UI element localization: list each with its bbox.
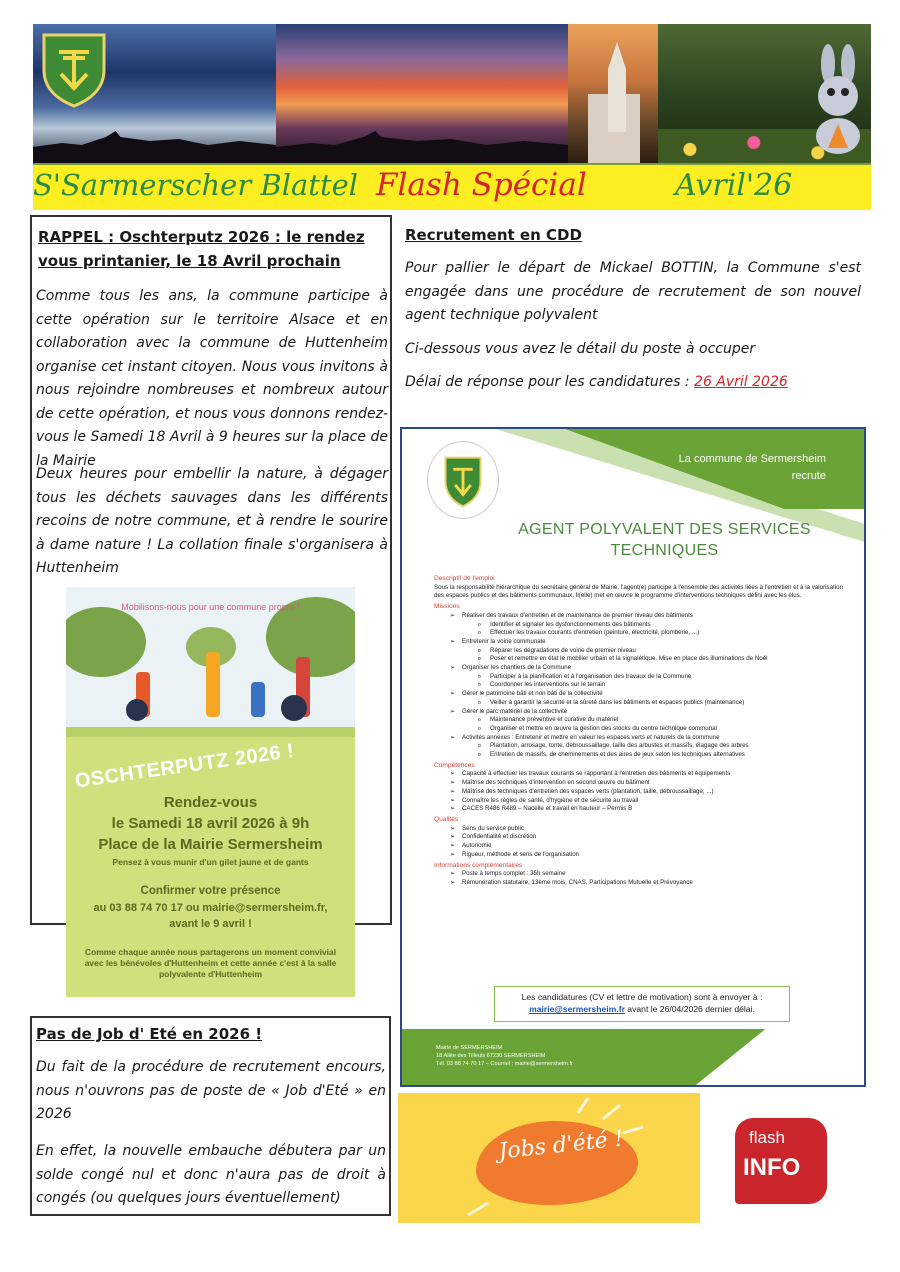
flyer-commune-line: La commune de Sermersheim xyxy=(678,453,826,465)
missions-heading: Missions xyxy=(434,603,460,611)
recrutement-paragraph-1: Pour pallier le départ de Mickael BOTTIN, la Commune s'est engagée dans une procédure de recrutement de son nouvel agent technique polyvalent xyxy=(405,260,861,323)
newsletter-title-band xyxy=(33,163,871,210)
jobs-ete-text: Jobs d'été ! xyxy=(497,1126,625,1165)
easter-bunny-icon xyxy=(808,44,868,154)
flyer-header-text xyxy=(566,451,826,485)
header-banner xyxy=(33,24,871,163)
coat-of-arms-icon xyxy=(39,30,109,108)
competence-item: ➢ Maîtrise des techniques d'entretien des espaces verts (plantation, taille, débroussaillage, ...) xyxy=(434,788,854,797)
mission-item: ➢ Gérer le parc matériel de la collectivité xyxy=(434,708,854,717)
qualite-item: ➢ Autonomie xyxy=(434,842,854,851)
competence-item: ➢ Capacité à effectuer les travaux courants se rapportant à l'entretien des bâtiments et équipements xyxy=(434,770,854,779)
mission-item: ➢ Organiser les chantiers de la Commune xyxy=(434,664,854,673)
job-ete-heading: Pas de Job d' Eté en 2026 ! xyxy=(36,1025,263,1043)
mission-item: ➢ Entretenir la voirie communale xyxy=(434,638,854,647)
qualite-item: ➢ Sens du service public xyxy=(434,825,854,834)
qualites-list xyxy=(434,825,854,860)
qualites-heading: Qualités xyxy=(434,815,459,823)
competences-heading: Compétences xyxy=(434,761,475,769)
qualite-item: ➢ Confidentialité et discrétion xyxy=(434,833,854,842)
commune-logo-icon xyxy=(427,441,499,519)
flash-info-badge xyxy=(735,1118,843,1206)
mission-subitem: o Participer à la planification et à l'organisation des travaux de la Commune xyxy=(434,673,854,682)
recrutement-paragraph-2: Ci-dessous vous avez le détail du poste à occuper xyxy=(405,341,756,357)
mission-subitem: o Réparer les dégradations de voirie de premier niveau xyxy=(434,647,854,656)
oschterputz-poster xyxy=(66,587,355,997)
missions-list xyxy=(434,612,854,760)
rappel-heading: RAPPEL : Oschterputz 2026 : le rendez vous printanier, le 18 Avril prochain xyxy=(38,228,365,270)
application-email-link[interactable]: mairie@sermersheim.fr xyxy=(529,1004,625,1014)
mission-subitem: o Effectuer les travaux courants d'entretien (peinture, électricité, plomberie, ...) xyxy=(434,629,854,638)
poster-line-4: Pensez à vous munir d'un gilet jaune et de gants xyxy=(112,857,309,867)
competence-item: ➢ Connaître les règles de santé, d'hygiène et de sécurité au travail xyxy=(434,797,854,806)
info-item: ➢ Poste à temps complet : 35h semaine xyxy=(434,870,854,879)
recrutement-deadline-line xyxy=(405,371,861,395)
rappel-paragraph-1: Comme tous les ans, la commune participe à cette opération sur le territoire Alsace et en collaboration avec la commune de Huttenheim organise cet instant citoyen. Nous vous invitons à nous rejoindre nombreuses et nombreux autour de cette opération, et nous vous donnons rendez-vous le Samedi 18 Avril à 9 heures sur la place de la Mairie xyxy=(36,288,388,469)
descriptif-heading: Descriptif de l'emploi xyxy=(434,575,495,582)
infos-list xyxy=(434,870,854,887)
deadline-label: Délai de réponse pour les candidatures : xyxy=(405,374,695,390)
mission-subitem: o Entretien de massifs, de cheminements et des aires de jeux selon les techniques alternatives xyxy=(434,751,854,760)
job-ete-paragraph-1: Du fait de la procédure de recrutement encours, nous n'ouvrons pas de poste de « Job d'Eté » en 2026 xyxy=(36,1059,386,1122)
mission-subitem: o Veiller à garantir la sécurité et la sûreté dans les bâtiments et espaces publics (maintenance) xyxy=(434,699,854,708)
poster-slogan: Mobilisons-nous pour une commune propre ! xyxy=(121,602,300,612)
application-box xyxy=(494,986,790,1022)
banner-photo-easter-bunny xyxy=(658,24,871,163)
banner-photo-lake xyxy=(33,24,276,163)
mission-subitem: o Coordonner les interventions sur le terrain xyxy=(434,681,854,690)
footer-street: 18 Allée des Tilleuls 67230 SERMERSHEIM xyxy=(436,1053,546,1059)
poster-line-2: le Samedi 18 avril 2026 à 9h xyxy=(111,815,310,832)
competence-item: ➢ CACES R486 R489 – Nacelle et travail en hauteur – Permis B xyxy=(434,805,854,814)
recrutement-heading: Recrutement en CDD xyxy=(405,226,582,244)
flyer-footer-address xyxy=(436,1044,573,1068)
poster-line-3: Place de la Mairie Sermersheim xyxy=(98,836,323,853)
flyer-recrute-line: recrute xyxy=(791,470,826,482)
poster-line-5: Confirmer votre présence xyxy=(140,885,281,897)
infos-heading: Informations complémentaires xyxy=(434,861,523,869)
qualite-item: ➢ Rigueur, méthode et sens de l'organisation xyxy=(434,851,854,860)
application-deadline: avant le 26/04/2026 dernier délai. xyxy=(624,1004,755,1014)
poster-line-1: Rendez-vous xyxy=(163,794,258,811)
poster-ribbon: OSCHTERPUTZ 2026 ! xyxy=(73,739,296,793)
job-ete-article xyxy=(30,1016,391,1216)
competence-item: ➢ Maîtrise des techniques d'intervention en second œuvre du bâtiment xyxy=(434,779,854,788)
mission-subitem: o Identifier et signaler les dysfonctionnements des bâtiments xyxy=(434,621,854,630)
banner-photo-sunset xyxy=(276,24,568,163)
application-instruction: Les candidatures (CV et lettre de motivation) sont à envoyer à : xyxy=(521,992,763,1002)
edition-date: Avril'26 xyxy=(675,168,793,203)
flyer-job-title: AGENT POLYVALENT DES SERVICES TECHNIQUES xyxy=(518,521,811,559)
job-ete-paragraph-2: En effet, la nouvelle embauche débutera par un solde congé nul et donc n'aura pas de droit à congés (ou quelques jours éventuellement) xyxy=(36,1143,386,1206)
mission-item: ➢ Gérer le patrimoine bâti et non bâti de la collectivité xyxy=(434,690,854,699)
mission-subitem: o Poser et remettre en état le mobilier urbain et la signalétique. Mise en place des illuminations de Noël xyxy=(434,655,854,664)
mission-subitem: o Organiser et mettre en œuvre la gestion des stocks du centre technique communal xyxy=(434,725,854,734)
jobs-ete-illustration xyxy=(398,1093,700,1223)
mission-item: ➢ Activités annexes : Entretenir et mettre en valeur les espaces verts et naturels de la commune xyxy=(434,734,854,743)
rappel-paragraph-2: Deux heures pour embellir la nature, à dégager tous les déchets sauvages dans les différents recoins de notre commune, et à rendre le sourire à dame nature ! La collation finale s'organisera à Huttenheim xyxy=(36,466,388,576)
mission-item: ➢ Réaliser des travaux d'entretien et de maintenance de premier niveau des bâtiments xyxy=(434,612,854,621)
poster-line-6: au 03 88 74 70 17 ou mairie@sermersheim.fr, xyxy=(93,902,328,914)
newsletter-name: S'Sarmerscher Blattel xyxy=(33,168,359,202)
info-item: ➢ Rémunération statutaire, 13ème mois, CNAS, Participations Mutuelle et Prévoyance xyxy=(434,879,854,888)
mission-subitem: o Maintenance préventive et curative du matériel xyxy=(434,716,854,725)
mission-subitem: o Plantation, arrosage, tonte, débroussaillage, taille des arbustes et massifs, élagage des arbres xyxy=(434,742,854,751)
footer-mairie: Mairie de SERMERSHEIM xyxy=(436,1045,503,1051)
edition-label: Flash Spécial xyxy=(376,167,587,203)
flyer-body xyxy=(434,575,854,888)
poster-line-8: Comme chaque année nous partagerons un moment convivial avec les bénévoles d'Huttenheim et cette année c'est à la salle polyvalente d'Huttenheim xyxy=(84,947,337,979)
footer-contact: Tél. 03 88 74 70 17 – Courriel : mairie@sermersheim.fr xyxy=(436,1061,573,1067)
job-offer-flyer xyxy=(400,427,866,1087)
descriptif-text: Sous la responsabilité hiérarchique du secrétaire général de Mairie, l'agent(e) participe à l'ensemble des activités liées à l'entretien et à la valorisation des espaces publics et des bâtiments communaux. Il(elle) met en œuvre le programme d'interventions techniques défini avec les élus. xyxy=(434,583,844,600)
poster-line-7: avant le 9 avril ! xyxy=(169,918,252,930)
flash-label: flash xyxy=(749,1128,785,1147)
info-label: INFO xyxy=(743,1154,801,1181)
competences-list xyxy=(434,770,854,814)
deadline-date: 26 Avril 2026 xyxy=(694,374,788,390)
banner-photo-church xyxy=(568,24,658,163)
